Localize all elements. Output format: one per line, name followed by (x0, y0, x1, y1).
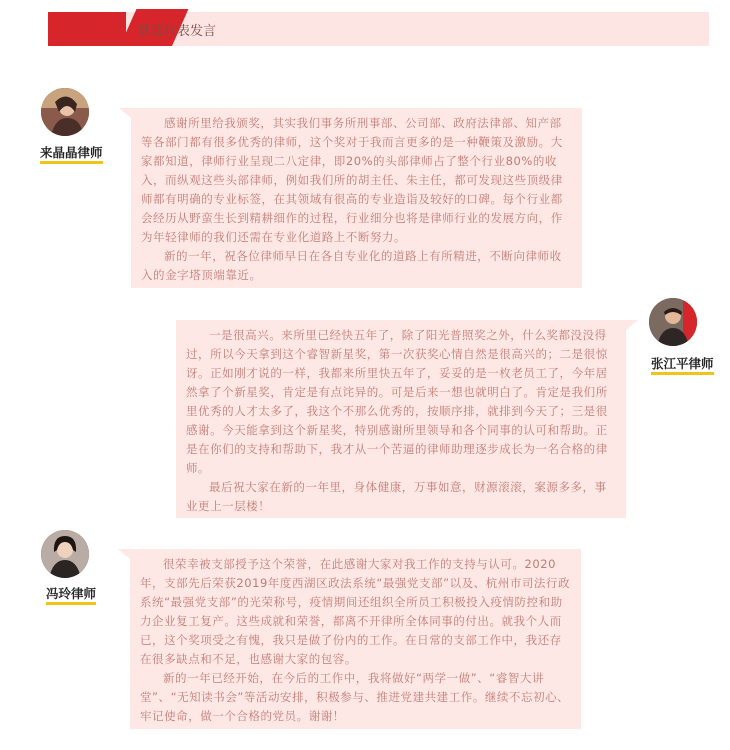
avatar-speaker-1 (41, 88, 89, 136)
speech-paragraph: 一是很高兴。来所里已经快五年了，除了阳光普照奖之外，什么奖都没没得过，所以今天拿到这个睿智新星奖，第一次获奖心情自然是很高兴的；二是很惊讶。正如刚才说的一样，我都来所里快五年了，妥妥的是一枚老员工了，今年居然拿了个新星奖，肯定是有点诧异的。可是后来一想也就明白了。肯定是我们所里优秀的人才太多了，我这个不那么优秀的，按顺序排，就排到今天了；三是很感谢。今天能拿到这个新星奖，特别感谢所里领导和各个同事的认可和帮助。正是在你们的支持和帮助下，我才从一个苦逼的律师助理逐步成长为一名合格的律师。 (186, 328, 608, 475)
speech-paragraph: 最后祝大家在新的一年里，身体健康，万事如意，财源滚滚，案源多多，事业更上一层楼！ (186, 480, 607, 513)
speech-paragraph: 新的一年，祝各位律师早日在各自专业化的道路上有所精进，不断向律师收入的金字塔顶端靠近。 (141, 249, 562, 282)
name-underline (40, 161, 103, 164)
speaker-name: 来晶晶律师 (40, 143, 103, 161)
avatar-speaker-3 (41, 530, 89, 578)
section-title: 获奖代表发言 (138, 24, 217, 39)
section-header (48, 12, 709, 46)
name-underline (651, 372, 714, 375)
speech-paragraph: 感谢所里给我颁奖，其实我们事务所刑事部、公司部、政府法律部、知产部等各部门都有很多优秀的律师，这个奖对于我而言更多的是一种鞭策及激励。大家都知道，律师行业呈现二八定律，即20%的头部律师占了整个行业80%的收入，而纵观这些头部律师，例如我们所的胡主任、朱主任，都可发现这些顶级律师都有明确的专业标签，在其领域有很高的专业造诣及较好的口碑。每个行业都会经历从野蛮生长到精耕细作的过程，行业细分也将是律师行业的发展方向，作为年轻律师的我们还需在专业化道路上不断努力。 (141, 116, 563, 244)
speech-paragraph: 新的一年已经开始，在今后的工作中，我将做好“两学一做”、“睿智大讲堂”、“无知读书会”等活动安排，积极参与、推进党建共建工作。继续不忘初心、牢记使命，做一个合格的党员。谢谢！ (140, 671, 570, 723)
person-photo-icon (41, 88, 89, 136)
bubble-pointer (626, 320, 638, 330)
avatar-speaker-2 (649, 298, 697, 346)
speech-paragraph: 很荣幸被支部授予这个荣誉，在此感谢大家对我工作的支持与认可。2020年，支部先后荣获2019年度西湖区政法系统“最强党支部”以及、杭州市司法行政系统“最强党支部”的光荣称号，疫情期间还组织全所员工积极投入疫情防控和助力企业复工复产。这些成就和荣誉，都离不开律所全体同事的付出。就我个人而已，这个奖项受之有愧，我只是做了份内的工作。在日常的支部工作中，我还存在很多缺点和不足，也感谢大家的包容。 (140, 557, 571, 666)
speaker-name: 张江平律师 (651, 354, 714, 372)
speech-bubble (176, 320, 626, 518)
bubble-pointer (118, 549, 130, 559)
name-underline (46, 602, 96, 605)
bubble-pointer (119, 108, 131, 118)
speech-bubble (131, 108, 582, 288)
person-photo-icon (41, 530, 89, 578)
person-photo-icon (649, 298, 697, 346)
speaker-name: 冯玲律师 (46, 584, 96, 602)
header-red-block (48, 12, 126, 46)
speech-bubble (130, 549, 581, 729)
